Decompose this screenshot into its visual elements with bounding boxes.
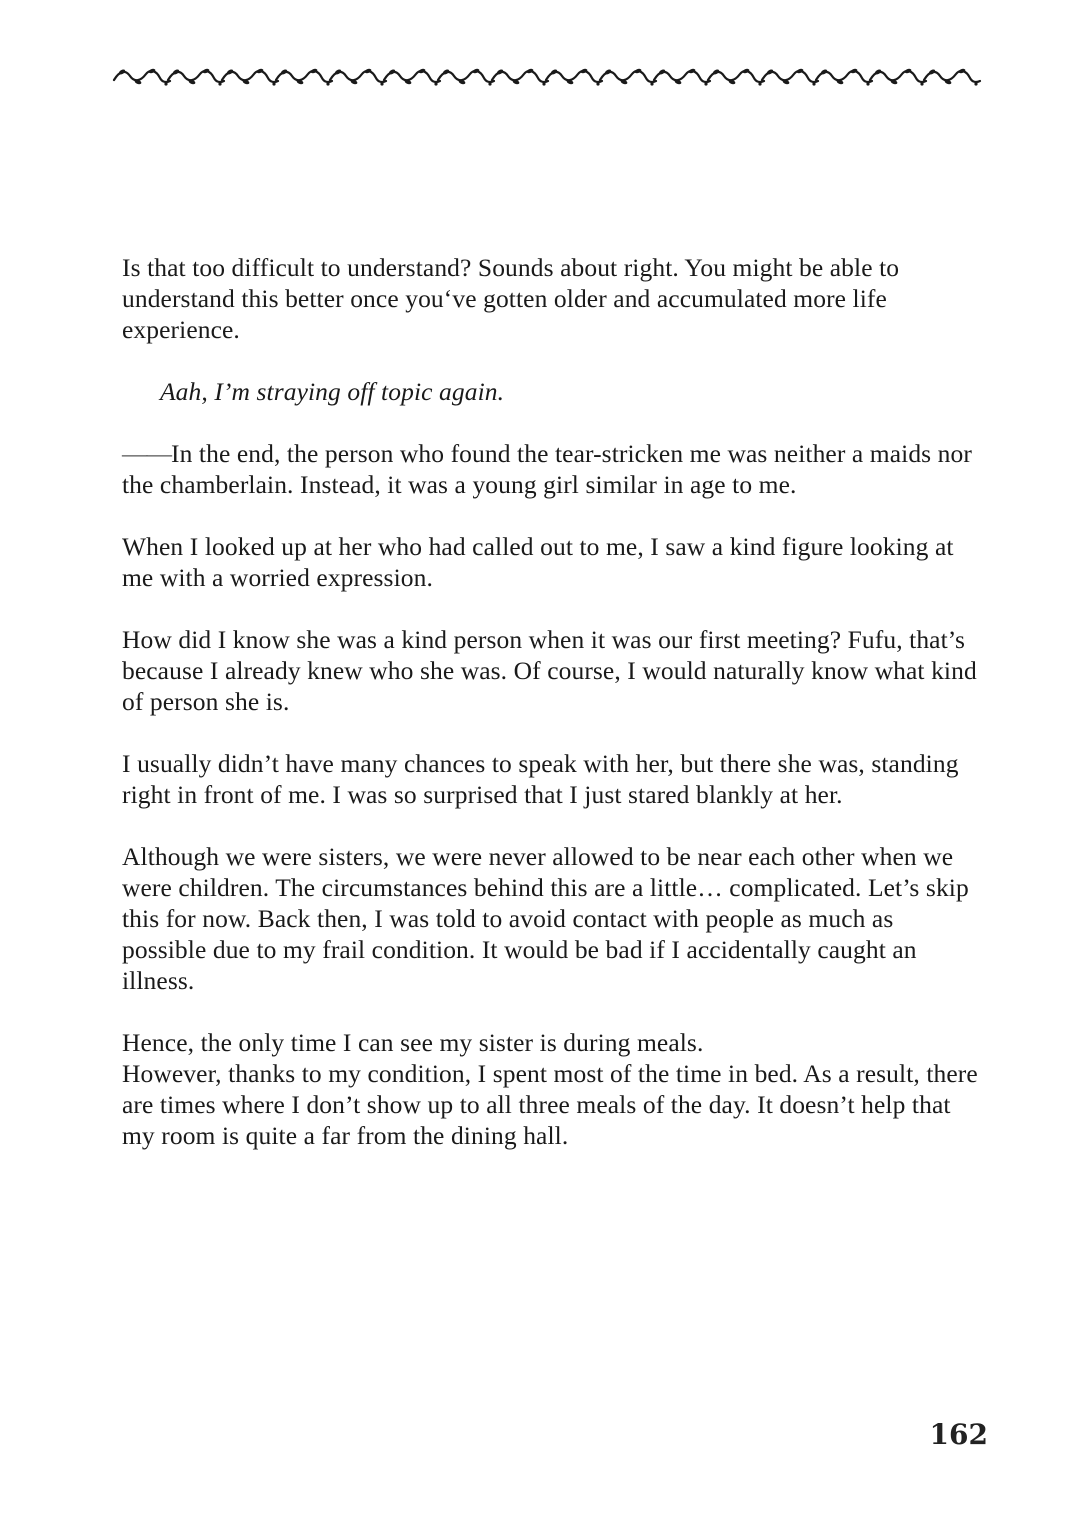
paragraph: I usually didn’t have many chances to speak with her, but there she was, standing right in front of me. I was so surprised that I just stared blankly at her. [122, 749, 959, 809]
em-dash: —— [122, 439, 171, 468]
paragraph-text: In the end, the person who found the tear-stricken me was neither a maids nor the chamberlain. Instead, it was a young girl similar in age to me. [122, 439, 972, 499]
body-text [122, 252, 982, 1182]
paragraph: Although we were sisters, we were never allowed to be near each other when we were children. The circumstances behind this are a little… complicated. Let’s skip this for now. Back then, I was told to avoid contact with people as much as possible due to my frail condition. It would be bad if I accidentally caught an illness. [122, 842, 969, 995]
paragraph [122, 438, 982, 500]
italic-aside: Aah, I’m straying off topic again. [160, 377, 505, 406]
paragraph: How did I know she was a kind person when it was our first meeting? Fufu, that’s because I already knew who she was. Of course, I would naturally know what kind of person she is. [122, 625, 977, 716]
paragraph-text: Hence, the only time I can see my sister is during meals. [122, 1028, 704, 1057]
floral-vine-border-icon [112, 66, 982, 88]
paragraph: Is that too difficult to understand? Sounds about right. You might be able to understand this better once you‘ve gotten older and accumulated more life experience. [122, 253, 900, 344]
paragraph-text: However, thanks to my condition, I spent most of the time in bed. As a result, there are times where I don’t show up to all three meals of the day. It doesn’t help that my room is quite a far from the dining hall. [122, 1059, 978, 1150]
paragraph: When I looked up at her who had called out to me, I saw a kind figure looking at me with a worried expression. [122, 532, 954, 592]
paragraph [122, 1027, 982, 1151]
page-number: 162 [929, 1418, 988, 1451]
